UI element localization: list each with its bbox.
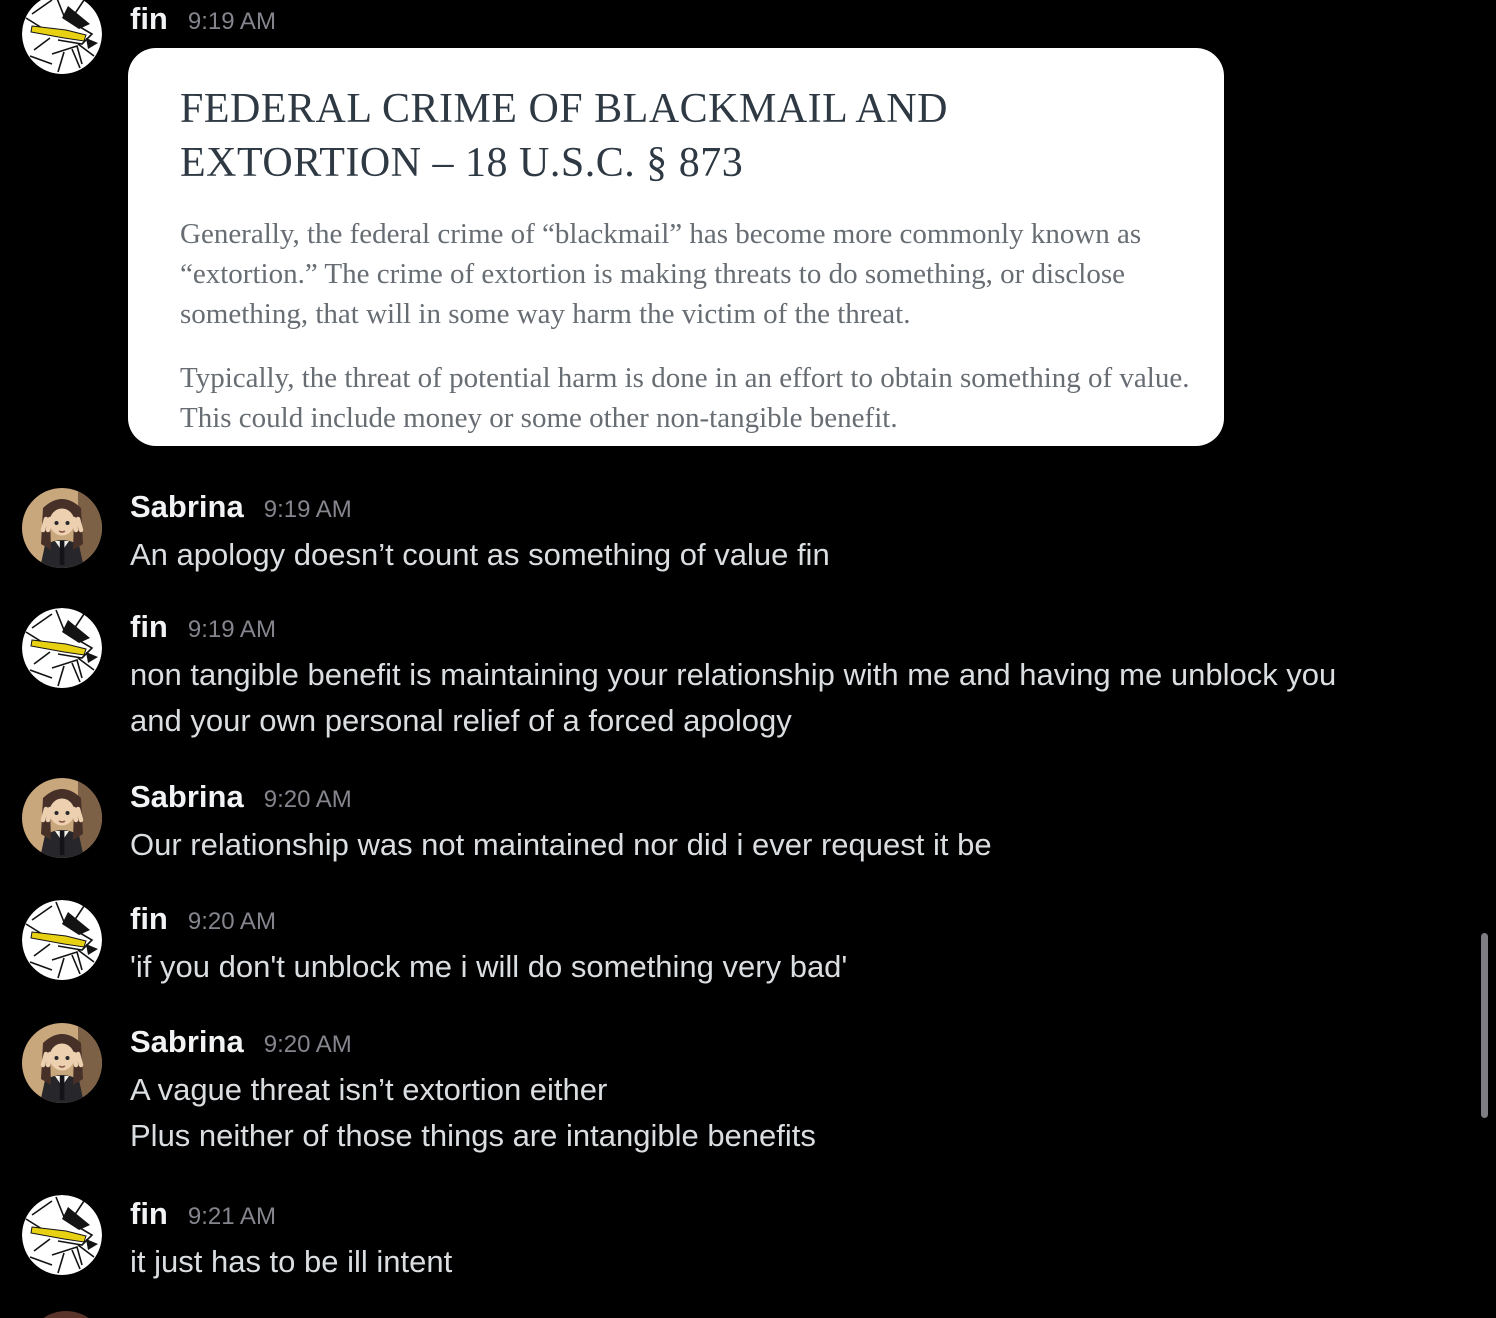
username[interactable]: Sabrina [130,489,244,524]
attachment-title: FEDERAL CRIME OF BLACKMAIL AND EXTORTION – 18 U.S.C. § 873 [180,86,948,186]
timestamp: 9:20 AM [263,786,352,813]
timestamp: 9:19 AM [187,8,276,35]
fin-avatar[interactable] [22,0,102,74]
username[interactable]: Sabrina [130,779,244,814]
sabrina-avatar-art [22,488,102,568]
message-header [130,1023,1430,1061]
timestamp: 9:20 AM [263,1031,352,1058]
timestamp: 9:21 AM [187,1203,276,1230]
message-text: it just has to be ill intent [130,1244,453,1279]
sabrina-avatar[interactable] [22,488,102,568]
sabrina-avatar-art [22,778,102,858]
username[interactable]: fin [130,1,168,36]
fin-avatar-art [22,900,102,980]
scrollbar-thumb[interactable] [1481,933,1488,1118]
message-header [130,1195,1430,1233]
timestamp: 9:19 AM [263,496,352,523]
username[interactable]: fin [130,1196,168,1231]
message-header [130,608,1430,646]
attachment-image[interactable] [128,48,1224,446]
username[interactable]: fin [130,609,168,644]
message-header [130,488,1430,526]
message-text: non tangible benefit is maintaining your relationship with me and having me unblock you [130,657,1337,692]
attachment-paragraph: Typically, the threat of potential harm is done in an effort to obtain something of value. This could include money or some other non-tangible benefit. [180,362,1190,434]
message-text: An apology doesn’t count as something of value fin [130,537,830,572]
sabrina-avatar[interactable] [22,1023,102,1103]
fin-avatar-art [22,1195,102,1275]
sabrina-avatar[interactable] [22,778,102,858]
message-text: 'if you don't unblock me i will do something very bad' [130,949,848,984]
message-header [130,0,1430,38]
partial-avatar[interactable] [26,1311,106,1318]
timestamp: 9:20 AM [187,908,276,935]
timestamp: 9:19 AM [187,616,276,643]
message-text: and your own personal relief of a forced apology [130,703,792,738]
message-header [130,778,1430,816]
attachment-paragraph: Generally, the federal crime of “blackmail” has become more commonly known as “extortion.” The crime of extortion is making threats to do something, or disclose something, that will in some way harm the victim of the threat. [180,218,1142,330]
username[interactable]: fin [130,901,168,936]
message-text: Our relationship was not maintained nor did i ever request it be [130,827,992,862]
username[interactable]: Sabrina [130,1024,244,1059]
fin-avatar[interactable] [22,608,102,688]
fin-avatar-art [22,0,102,74]
message-header [130,900,1430,938]
sabrina-avatar-art [22,1023,102,1103]
fin-avatar[interactable] [22,1195,102,1275]
message-text: A vague threat isn’t extortion either [130,1072,608,1107]
fin-avatar-art [22,608,102,688]
message-text: Plus neither of those things are intangible benefits [130,1118,816,1153]
fin-avatar[interactable] [22,900,102,980]
